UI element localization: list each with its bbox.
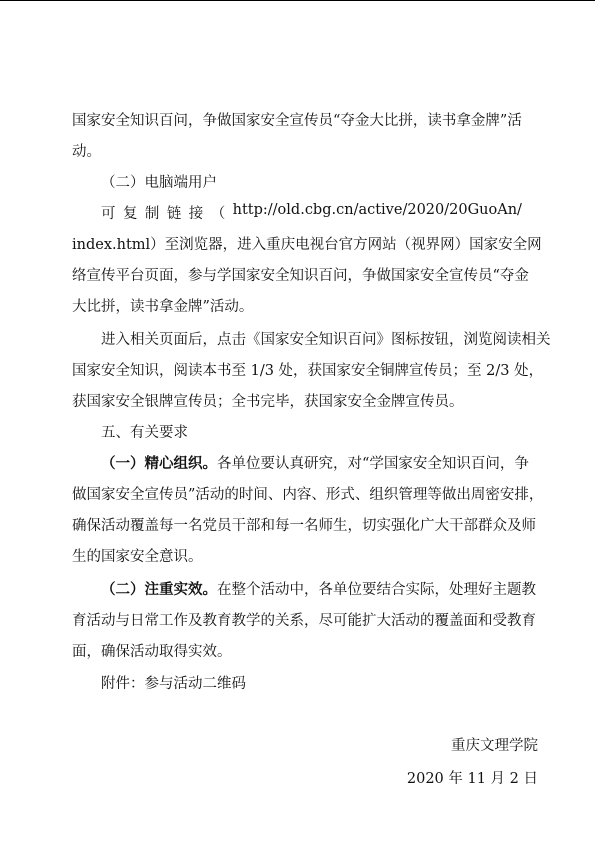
link-word: 接: [188, 206, 204, 222]
requirement-1-text: 各单位要认真研究，对“学国家安全知识百问，争: [217, 456, 529, 472]
signature-date: 2020 年 11 月 2 日: [406, 771, 538, 787]
body-line: 确保活动覆盖每一名党员干部和每一名师生，切实强化广大干部群众及师: [72, 518, 536, 534]
body-line: index.html）至浏览器，进入重庆电视台官方网站（视界网）国家安全网: [72, 237, 542, 253]
section-heading-requirements: 五、有关要求: [101, 425, 188, 441]
body-line: 育活动与日常工作及教育教学的关系，尽可能扩大活动的覆盖面和受教育: [72, 613, 536, 629]
requirement-1-line: [101, 452, 529, 473]
top-border-line: [0, 0, 595, 1]
link-line: [101, 202, 522, 223]
body-line: 络宣传平台页面，参与学国家安全知识百问，争做国家安全宣传员“夺金: [72, 268, 529, 284]
body-line: 大比拼，读书拿金牌”活动。: [72, 299, 254, 315]
link-word: 可: [101, 206, 116, 222]
link-word: 链: [166, 206, 182, 222]
link-word: （: [210, 206, 226, 222]
signature-organization: 重庆文理学院: [451, 738, 538, 754]
body-line: 面，确保活动取得实效。: [72, 644, 232, 660]
attachment-note: 附件：参与活动二维码: [101, 676, 246, 692]
link-url: http://old.cbg.cn/active/2020/20GuoAn/: [232, 202, 522, 218]
requirement-2-heading: （二）注重实效。: [101, 581, 217, 598]
body-line: 获国家安全银牌宣传员；全书完毕，获国家安全金牌宣传员。: [72, 394, 464, 410]
body-line: 国家安全知识，阅读本书至 1/3 处，获国家安全铜牌宣传员；至 2/3 处，: [72, 363, 544, 379]
body-line: 进入相关页面后，点击《国家安全知识百问》图标按钮，浏览阅读相关: [101, 332, 551, 348]
section-heading-desktop-users: （二）电脑端用户: [101, 175, 217, 191]
link-word: 制: [144, 206, 160, 222]
requirement-1-heading: （一）精心组织。: [101, 455, 217, 472]
body-line: 动。: [72, 144, 101, 160]
link-word: 复: [122, 206, 138, 222]
body-line: 国家安全知识百问，争做国家安全宣传员“夺金大比拼，读书拿金牌”活: [72, 113, 522, 129]
requirement-2-text: 在整个活动中，各单位要结合实际，处理好主题教: [217, 582, 536, 598]
body-line: 生的国家安全意识。: [72, 549, 203, 565]
body-line: 做国家安全宣传员”活动的时间、内容、形式、组织管理等做出周密安排，: [72, 487, 544, 503]
requirement-2-line: [101, 578, 536, 599]
